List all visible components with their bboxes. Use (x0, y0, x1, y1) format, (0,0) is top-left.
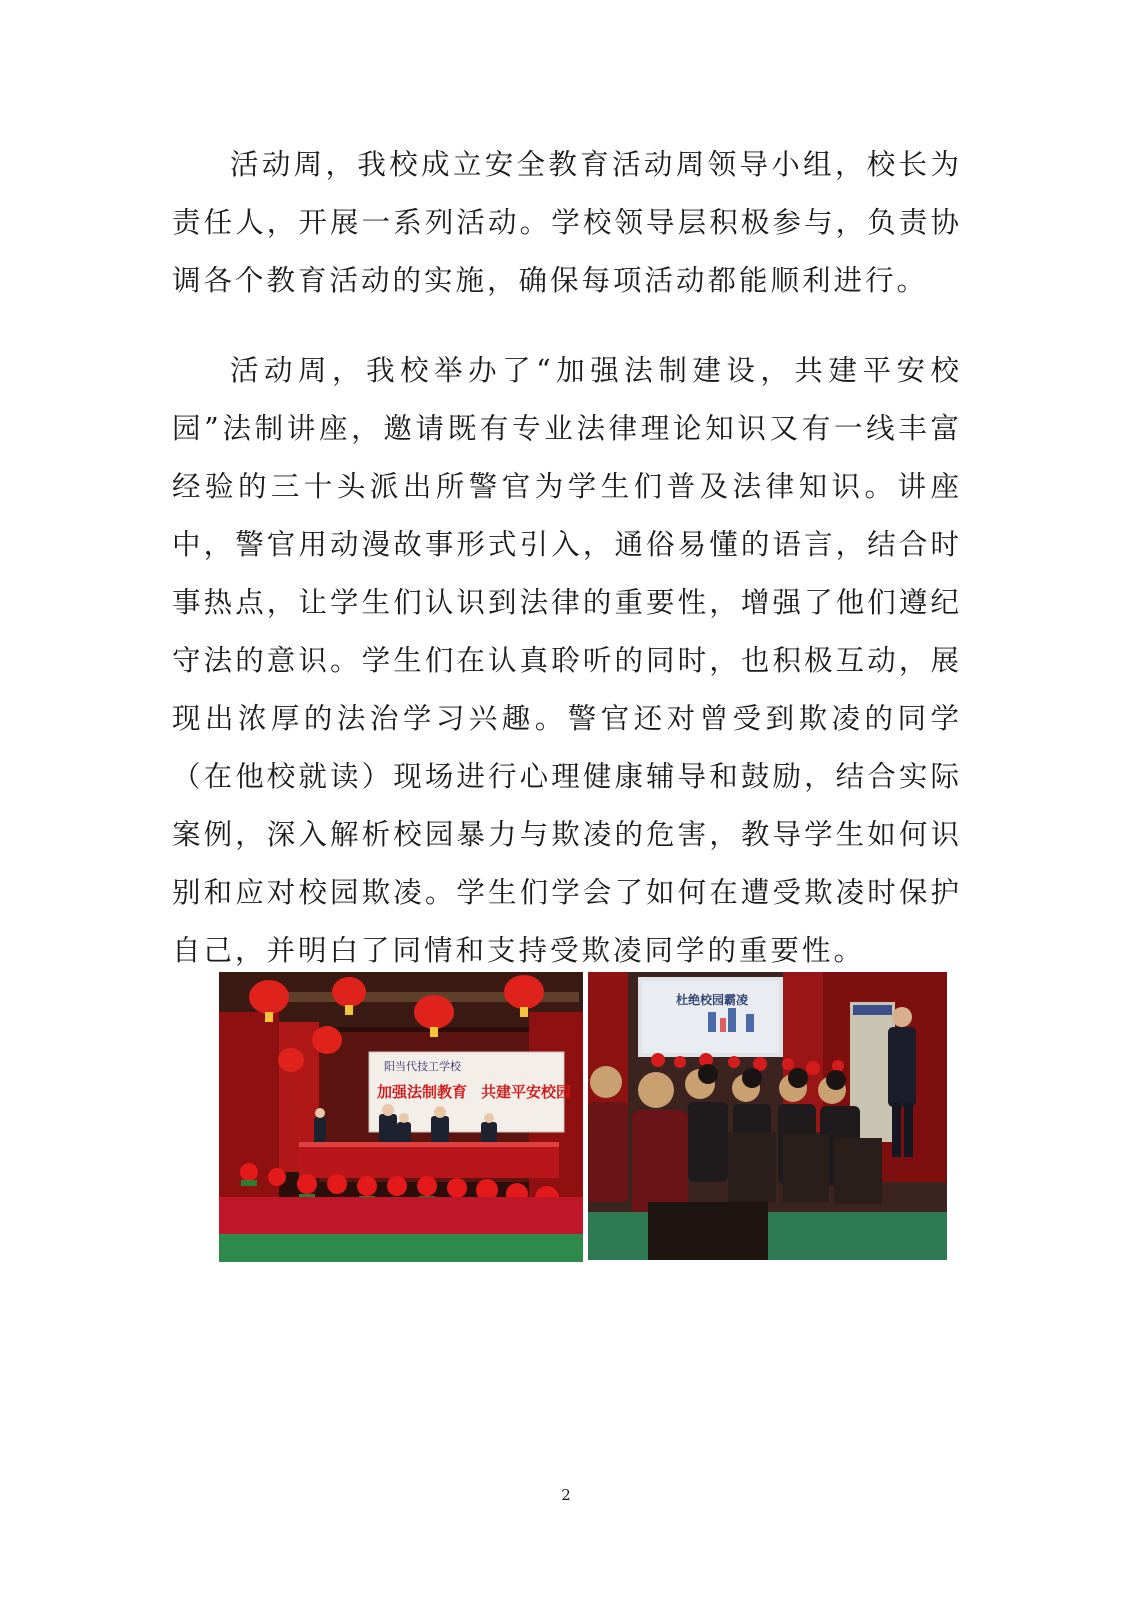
paragraph-law-lecture: 活动周，我校举办了“加强法制建设，共建平安校园”法制讲座，邀请既有专业法律理论知识又有一线丰富经验的三十头派出所警官为学生们普及法律知识。讲座中，警官用动漫故事形式引入，通俗易懂的语言，结合时事热点，让学生们认识到法律的重要性，增强了他们遵纪守法的意识。学生们在认真聆听的同时，也积极互动，展现出浓厚的法治学习兴趣。警官还对曾受到欺凌的同学（在他校就读）现场进行心理健康辅导和鼓励，结合实际案例，深入解析校园暴力与欺凌的危害，教导学生如何识别和应对校园欺凌。学生们学会了如何在遭受欺凌时保护自己，并明白了同情和支持受欺凌同学的重要性。 (172, 354, 962, 967)
photo-stage-lecture (219, 972, 583, 1262)
page-number: 2 (561, 1486, 571, 1504)
photo-row (219, 972, 947, 1262)
paragraph-leadership-group: 活动周，我校成立安全教育活动周领导小组，校长为责任人，开展一系列活动。学校领导层积极参与，负责协调各个教育活动的实施，确保每项活动都能顺利进行。 (172, 148, 962, 297)
banner-school-name: 阳当代技工学校 (384, 1060, 461, 1073)
banner-slogan-1: 加强法制教育 (377, 1083, 468, 1101)
screen-title: 杜绝校园霸凌 (676, 993, 749, 1007)
stage-photo-illustration (219, 972, 583, 1262)
banner-slogan-2: 共建平安校园 (481, 1083, 572, 1101)
classroom-photo-illustration (588, 972, 947, 1260)
photo-classroom-lecture (588, 972, 947, 1260)
